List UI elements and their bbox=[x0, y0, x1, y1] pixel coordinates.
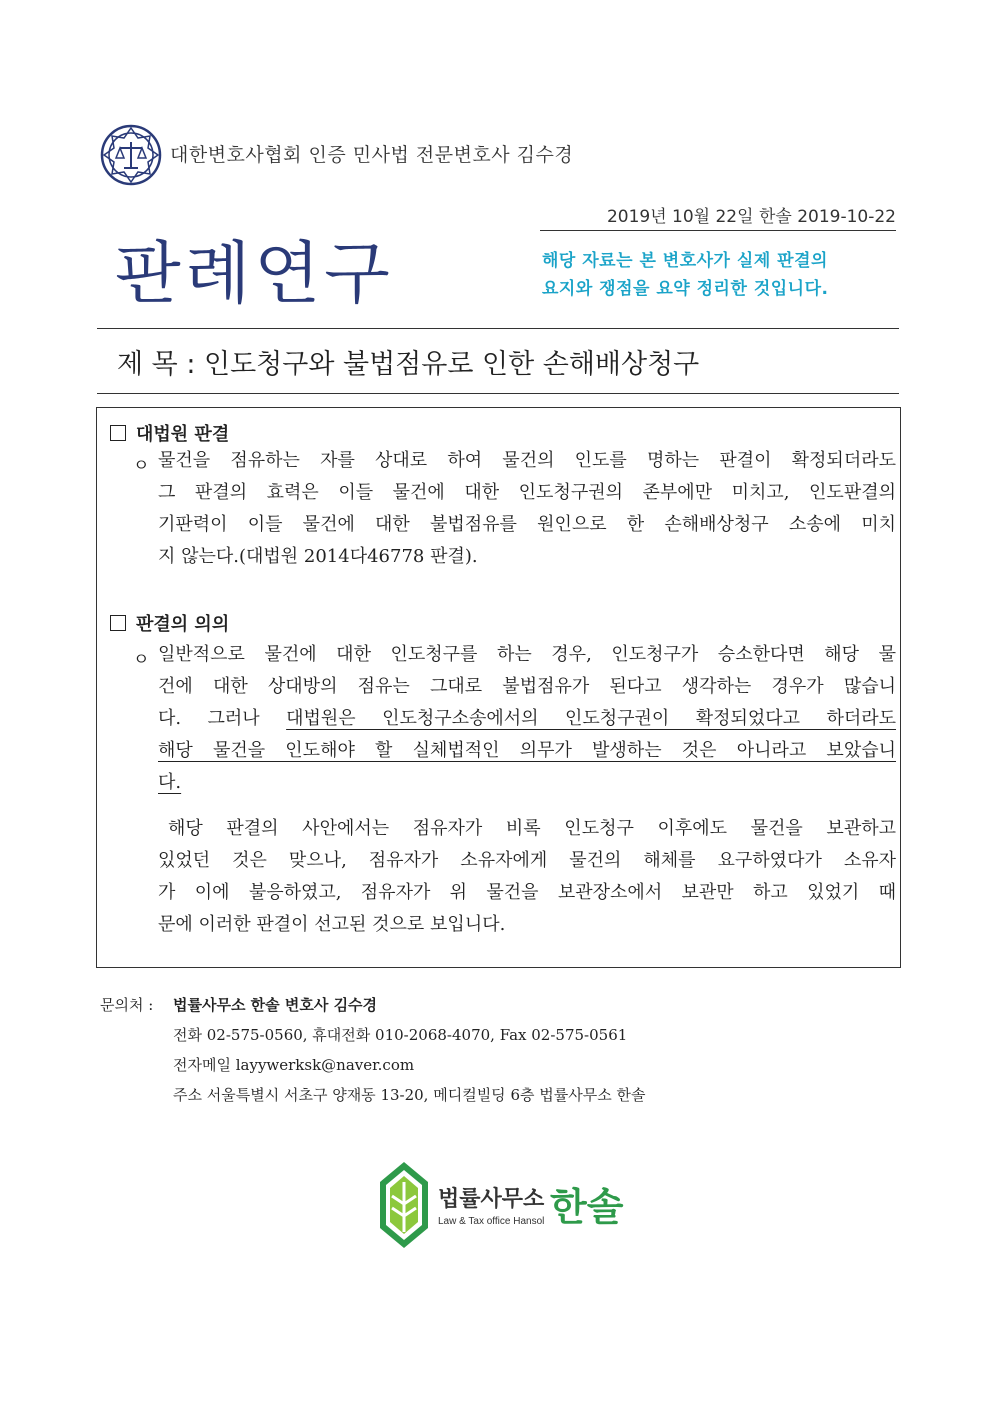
divider-bottom bbox=[97, 393, 899, 394]
contact-info bbox=[100, 990, 645, 1110]
firm-name-big: 한솔 bbox=[550, 1185, 624, 1229]
contact-email[interactable]: 전자메일 layywerksk@naver.com bbox=[173, 1056, 415, 1074]
underlined-paragraph-line: 다. bbox=[158, 772, 182, 793]
paragraph-line: 그 판결의 효력은 이들 물건에 대한 인도청구권의 존부에만 미치고, 인도판결의 bbox=[158, 482, 896, 503]
association-certification-text: 대한변호사협회 인증 민사법 전문변호사 김수경 bbox=[170, 144, 574, 166]
paragraph-line: 지 않는다.(대법원 2014다46778 판결). bbox=[158, 546, 478, 567]
contact-label: 문의처 : bbox=[100, 996, 154, 1014]
section-heading-significance bbox=[110, 610, 229, 636]
checkbox-square-icon bbox=[110, 425, 126, 441]
bullet-icon: ㅇ bbox=[133, 650, 150, 670]
paragraph-line: 기판력이 이들 물건에 대한 불법점유를 원인으로 한 손해배상청구 소송에 미치 bbox=[158, 514, 896, 535]
checkbox-square-icon bbox=[110, 615, 126, 631]
paragraph-line: 물건을 점유하는 자를 상대로 하여 물건의 인도를 명하는 판결이 확정되더라도 bbox=[158, 450, 896, 471]
paragraph-line: 해당 판결의 사안에서는 점유자가 비록 인도청구 이후에도 물건을 보관하고 bbox=[168, 818, 896, 839]
firm-name-ko: 법률사무소 bbox=[438, 1187, 545, 1212]
paragraph-line: 가 이에 불응하였고, 점유자가 위 물건을 보관장소에서 보관만 하고 있었기 때 bbox=[158, 882, 896, 903]
section1-paragraph bbox=[158, 445, 896, 573]
paragraph-line: 있었던 것은 맞으나, 점유자가 소유자에게 물건의 해체를 요구하였다가 소유자 bbox=[158, 850, 896, 871]
underlined-paragraph-line: 해당 물건을 인도해야 할 실체법적인 의무가 발생하는 것은 아니라고 보았습니 bbox=[158, 740, 896, 761]
section1-heading-text: 대법원 판결 bbox=[136, 424, 230, 445]
leaf-logo-icon bbox=[376, 1160, 432, 1250]
paragraph-line: 일반적으로 물건에 대한 인도청구를 하는 경우, 인도청구가 승소한다면 해당 물 bbox=[158, 644, 896, 665]
notice-line-2: 요지와 쟁점을 요약 정리한 것입니다. bbox=[542, 279, 829, 299]
subject-line: 제 목 : 인도청구와 불법점유로 인한 손해배상청구 bbox=[117, 349, 700, 380]
section2-paragraph bbox=[158, 639, 896, 799]
divider-top bbox=[97, 328, 899, 329]
contact-address: 주소 서울특별시 서초구 양재동 13-20, 메디컬빌딩 6층 법률사무소 한솔 bbox=[173, 1086, 646, 1104]
notice-text bbox=[542, 247, 828, 303]
section-heading-supreme-court-ruling bbox=[110, 420, 229, 446]
firm-name-en: Law & Tax office Hansol bbox=[438, 1216, 545, 1227]
date-line: 2019년 10월 22일 한솔 2019-10-22 bbox=[540, 202, 896, 231]
section2-paragraph-2 bbox=[158, 813, 896, 941]
bullet-icon: ㅇ bbox=[133, 456, 150, 476]
contact-phone: 전화 02-575-0560, 휴대전화 010-2068-4070, Fax 02-575-0561 bbox=[173, 1026, 628, 1044]
paragraph-line bbox=[158, 703, 896, 735]
underlined-text: 대법원은 인도청구소송에서의 인도청구권이 확정되었다고 하더라도 bbox=[286, 708, 897, 729]
firm-logo bbox=[376, 1160, 624, 1250]
section2-heading-text: 판결의 의의 bbox=[136, 614, 230, 635]
notice-line-1: 해당 자료는 본 변호사가 실제 판결의 bbox=[542, 251, 828, 271]
contact-firm: 법률사무소 한솔 변호사 김수경 bbox=[173, 996, 378, 1014]
paragraph-line: 건에 대한 상대방의 점유는 그대로 불법점유가 된다고 생각하는 경우가 많습니 bbox=[158, 676, 896, 697]
paragraph-line: 문에 이러한 판결이 선고된 것으로 보입니다. bbox=[158, 914, 506, 935]
paragraph-text: 다. 그러나 bbox=[158, 708, 287, 729]
bar-association-seal-icon bbox=[100, 124, 162, 186]
page-title: 판례연구 bbox=[115, 235, 394, 314]
